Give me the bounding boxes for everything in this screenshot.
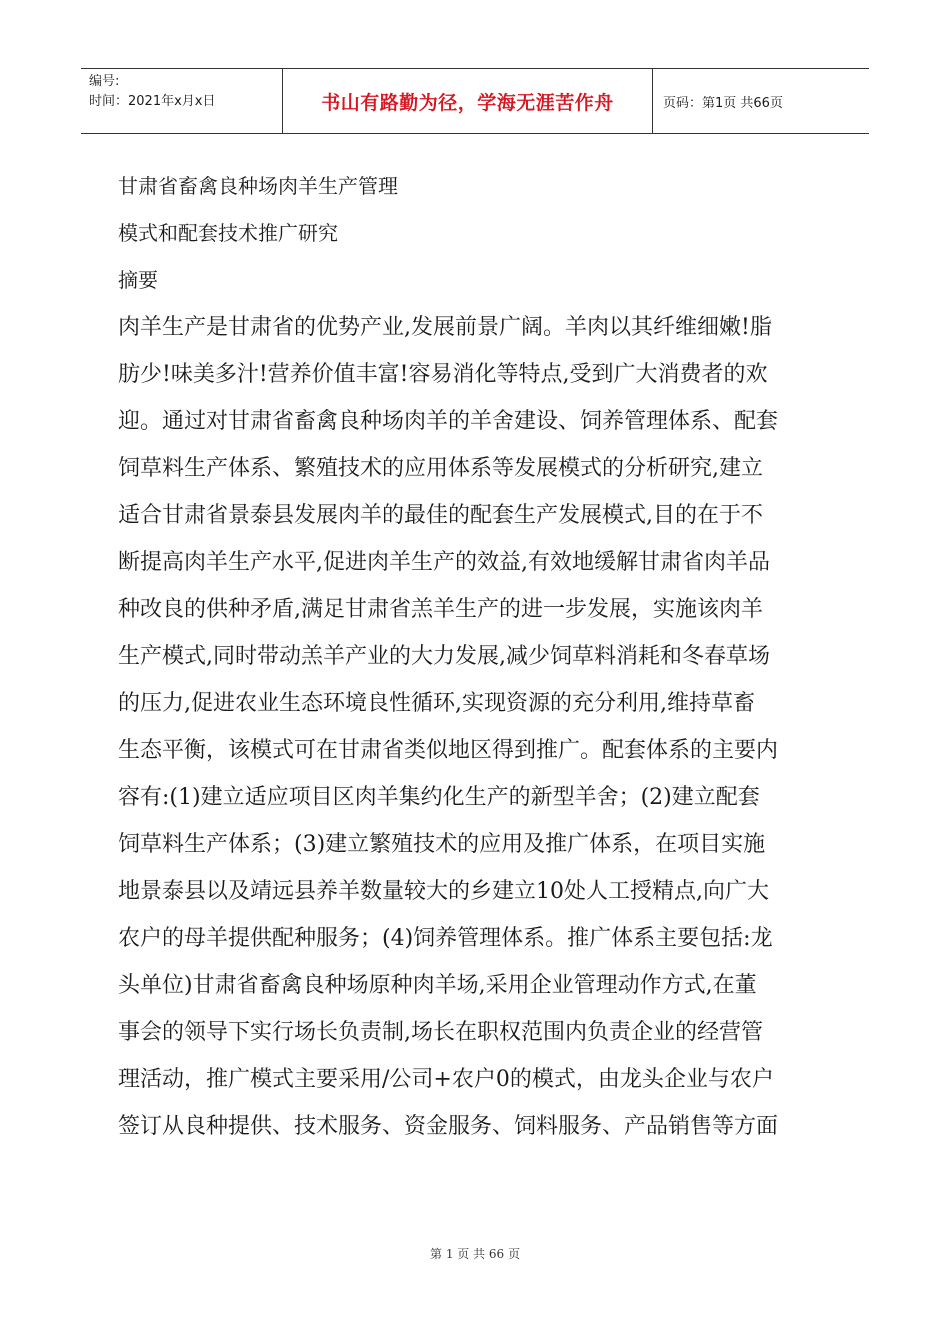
header-motto: 书山有路勤为径，学海无涯苦作舟	[321, 91, 614, 114]
abstract-line: 迎。通过对甘肃省畜禽良种场肉羊的羊舍建设、饲养管理体系、配套	[118, 409, 779, 434]
document-time-label: 时间：2021年x月x日	[89, 94, 216, 109]
header-page-info-cell	[653, 69, 869, 133]
page-header	[81, 68, 869, 134]
header-meta-cell	[81, 69, 283, 133]
abstract-paragraph	[118, 304, 842, 1150]
abstract-line: 生产模式,同时带动羔羊产业的大力发展,减少饲草料消耗和冬春草场	[118, 644, 770, 669]
abstract-line: 肪少!味美多汁!营养价值丰富!容易消化等特点,受到广大消费者的欢	[118, 362, 768, 387]
page-footer: 第 1 页 共 66 页	[430, 1247, 520, 1261]
abstract-line: 种改良的供种矛盾,满足甘肃省羔羊生产的进一步发展，实施该肉羊	[118, 597, 763, 622]
abstract-line: 容有:(1)建立适应项目区肉羊集约化生产的新型羊舍；(2)建立配套	[118, 785, 760, 810]
abstract-line: 断提高肉羊生产水平,促进肉羊生产的效益,有效地缓解甘肃省肉羊品	[118, 550, 770, 575]
document-title-line-1: 甘肃省畜禽良种场肉羊生产管理	[118, 174, 398, 198]
document-body	[118, 163, 842, 1150]
abstract-line: 头单位)甘肃省畜禽良种场原种肉羊场,采用企业管理动作方式,在董	[118, 973, 757, 998]
abstract-line: 农户的母羊提供配种服务；(4)饲养管理体系。推广体系主要包括:龙	[118, 926, 773, 951]
document-number-label: 编号:	[89, 74, 120, 89]
abstract-line: 签订从良种提供、技术服务、资金服务、饲料服务、产品销售等方面	[118, 1114, 779, 1139]
header-motto-cell	[283, 69, 653, 133]
abstract-line: 的压力,促进农业生态环境良性循环,实现资源的充分利用,维持草畜	[118, 691, 755, 716]
abstract-heading: 摘要	[118, 268, 158, 292]
abstract-line: 适合甘肃省景泰县发展肉羊的最佳的配套生产发展模式,目的在于不	[118, 503, 763, 528]
header-page-info: 页码：第1页 共66页	[663, 95, 783, 111]
abstract-line: 生态平衡，该模式可在甘肃省类似地区得到推广。配套体系的主要内	[118, 738, 779, 763]
abstract-line: 饲草料生产体系、繁殖技术的应用体系等发展模式的分析研究,建立	[118, 456, 763, 481]
document-title-line-2: 模式和配套技术推广研究	[118, 221, 338, 245]
abstract-line: 饲草料生产体系；(3)建立繁殖技术的应用及推广体系，在项目实施	[118, 832, 766, 857]
abstract-line: 地景泰县以及靖远县养羊数量较大的乡建立10处人工授精点,向广大	[118, 879, 769, 904]
abstract-line: 肉羊生产是甘肃省的优势产业,发展前景广阔。羊肉以其纤维细嫩!脂	[118, 315, 772, 340]
abstract-line: 事会的领导下实行场长负责制,场长在职权范围内负责企业的经营管	[118, 1020, 763, 1045]
abstract-line: 理活动，推广模式主要采用/公司+农户0的模式，由龙头企业与农户	[118, 1067, 774, 1092]
